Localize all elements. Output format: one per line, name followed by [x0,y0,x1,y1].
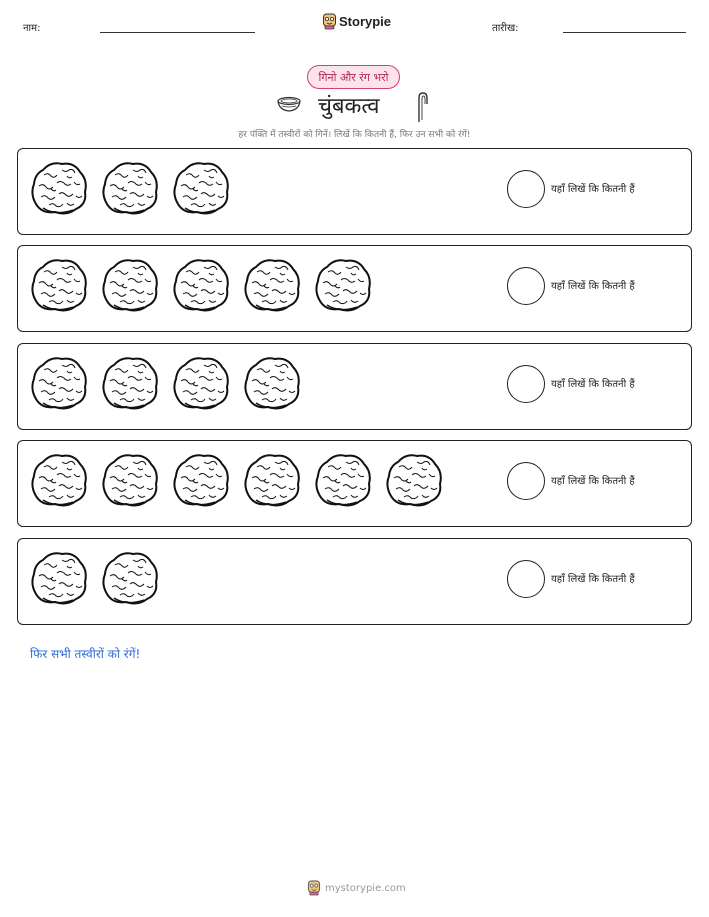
lodestone-rock-icon[interactable] [171,158,231,218]
counting-row [17,148,692,235]
lodestone-rock-icon[interactable] [29,450,89,510]
answer-circle[interactable] [507,267,545,305]
counting-row [17,538,692,625]
lodestone-rock-icon[interactable] [242,353,302,413]
lodestone-rock-icon[interactable] [29,255,89,315]
date-label: तारीख: [492,23,519,34]
answer-circle[interactable] [507,170,545,208]
counting-row [17,245,692,332]
worksheet-title: चुंबकत्व [318,94,380,119]
lodestone-rock-icon[interactable] [171,353,231,413]
bowl-icon [276,95,302,115]
answer-circle[interactable] [507,560,545,598]
lodestone-rock-icon[interactable] [100,255,160,315]
lodestone-rock-icon[interactable] [242,450,302,510]
picture-group [29,158,231,218]
answer-prompt: यहाँ लिखें कि कितनी हैं [551,574,635,585]
answer-prompt: यहाँ लिखें कि कितनी हैं [551,281,635,292]
answer-prompt: यहाँ लिखें कि कितनी हैं [551,476,635,487]
lodestone-rock-icon[interactable] [100,548,160,608]
lodestone-rock-icon[interactable] [29,548,89,608]
answer-prompt: यहाँ लिखें कि कितनी हैं [551,184,635,195]
counting-row [17,343,692,430]
lodestone-rock-icon[interactable] [100,158,160,218]
storypie-mascot-icon [322,13,337,30]
lodestone-rock-icon[interactable] [242,255,302,315]
counting-row [17,440,692,527]
lodestone-rock-icon[interactable] [384,450,444,510]
activity-badge: गिनो और रंग भरो [307,65,400,89]
instruction-text: हर पंक्ति में तस्वीरों को गिनें। लिखें कि कितनी हैं, फिर उन सभी को रंगें! [238,130,471,140]
answer-prompt: यहाँ लिखें कि कितनी हैं [551,379,635,390]
picture-group [29,548,160,608]
lodestone-rock-icon[interactable] [171,450,231,510]
brand-name: Storypie [339,14,392,29]
site-footer [307,880,406,896]
brand-logo [322,13,391,30]
date-line[interactable] [563,32,686,33]
lodestone-rock-icon[interactable] [100,353,160,413]
lodestone-rock-icon[interactable] [29,353,89,413]
paperclip-icon [413,90,429,124]
name-label: नाम: [23,23,41,34]
site-url: mystorypie.com [325,882,406,894]
picture-group [29,353,302,413]
answer-circle[interactable] [507,365,545,403]
name-line[interactable] [100,32,255,33]
lodestone-rock-icon[interactable] [313,450,373,510]
footer-note: फिर सभी तस्वीरों को रंगें! [30,647,141,661]
lodestone-rock-icon[interactable] [313,255,373,315]
lodestone-rock-icon[interactable] [29,158,89,218]
picture-group [29,450,444,510]
storypie-mascot-icon [307,880,321,896]
picture-group [29,255,373,315]
lodestone-rock-icon[interactable] [100,450,160,510]
answer-circle[interactable] [507,462,545,500]
lodestone-rock-icon[interactable] [171,255,231,315]
